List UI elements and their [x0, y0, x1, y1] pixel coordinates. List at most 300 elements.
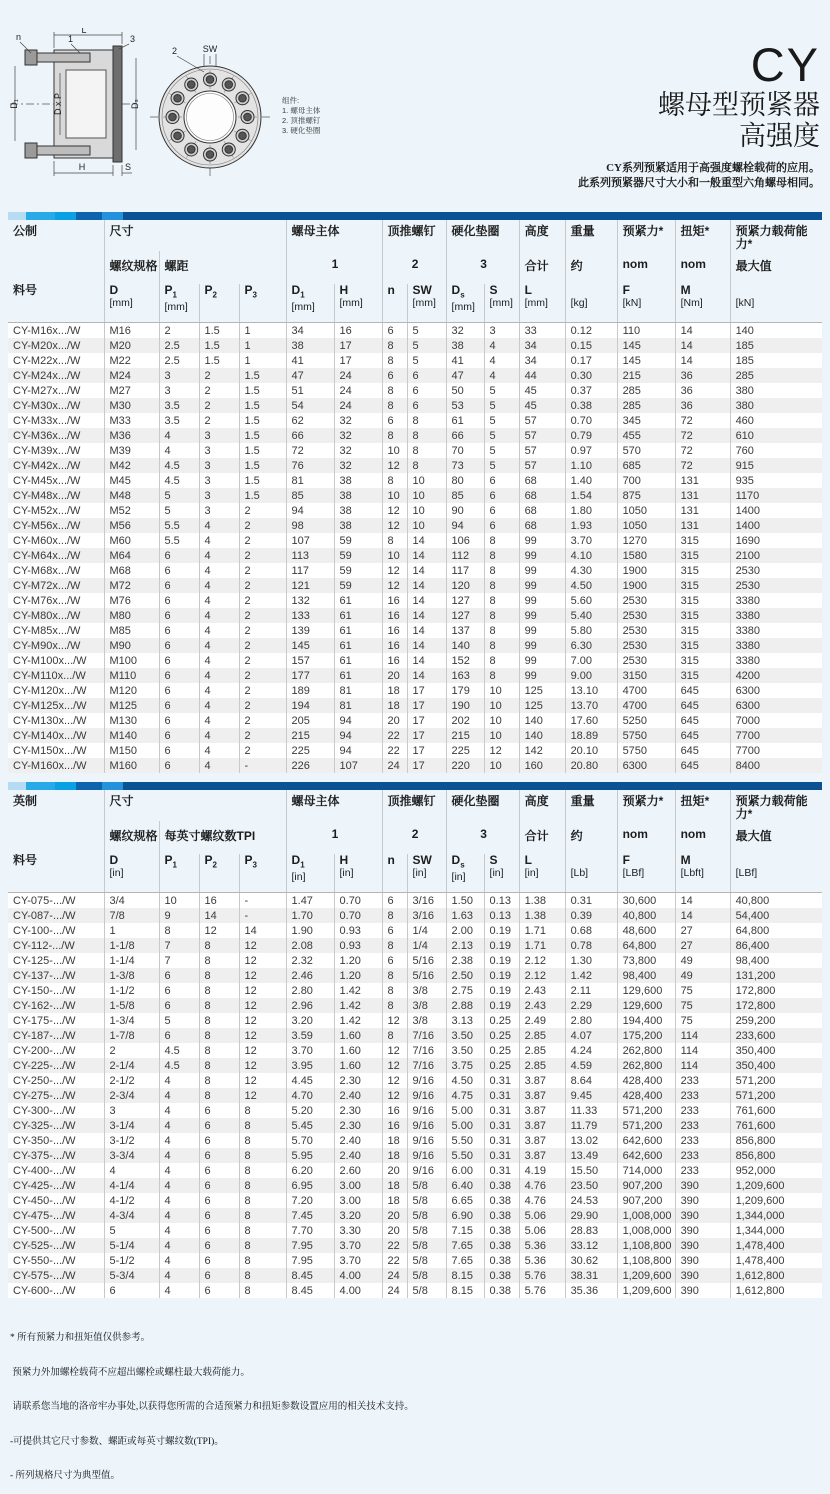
col-n: n	[382, 284, 407, 323]
value-cell: 64,800	[730, 923, 822, 938]
value-cell: 18	[382, 1148, 407, 1163]
value-cell: 40,800	[617, 908, 675, 923]
value-cell: 99	[519, 653, 565, 668]
title-block	[578, 40, 820, 191]
value-cell: 571,200	[617, 1118, 675, 1133]
value-cell: 5/8	[407, 1238, 446, 1253]
value-cell: 4	[159, 428, 199, 443]
value-cell: 6	[159, 653, 199, 668]
value-cell: 315	[675, 563, 730, 578]
value-cell: 285	[617, 398, 675, 413]
part-number-cell: CY-M22x.../W	[8, 353, 104, 368]
value-cell: 3.87	[519, 1133, 565, 1148]
value-cell: 3.50	[446, 1043, 484, 1058]
value-cell: 3/16	[407, 893, 446, 909]
part-number-cell: CY-M140x.../W	[8, 728, 104, 743]
value-cell: 14	[407, 533, 446, 548]
value-cell: 259,200	[730, 1013, 822, 1028]
value-cell: 12	[382, 1043, 407, 1058]
value-cell: 3.87	[519, 1118, 565, 1133]
value-cell: 62	[286, 413, 334, 428]
value-cell: 114	[675, 1058, 730, 1073]
value-cell: 75	[675, 1013, 730, 1028]
value-cell: 6	[407, 383, 446, 398]
value-cell: 5	[407, 338, 446, 353]
part-number-cell: CY-M160x.../W	[8, 758, 104, 773]
value-cell: 48,600	[617, 923, 675, 938]
value-cell: 17	[334, 353, 382, 368]
value-cell: 7.45	[286, 1208, 334, 1223]
part-number-cell: CY-M64x.../W	[8, 548, 104, 563]
value-cell: 4.07	[565, 1028, 617, 1043]
diagram-legend	[282, 96, 320, 136]
sub-total: 合计	[519, 251, 565, 284]
table-row	[8, 353, 822, 368]
value-cell: 5	[407, 353, 446, 368]
value-cell: 1270	[617, 533, 675, 548]
value-cell: 10	[484, 713, 519, 728]
value-cell: 1,008,000	[617, 1223, 675, 1238]
sub-part-3: 3	[446, 821, 519, 854]
value-cell: 2	[239, 683, 286, 698]
value-cell: 20	[382, 1223, 407, 1238]
value-cell: 99	[519, 548, 565, 563]
value-cell: 10	[382, 443, 407, 458]
part-number-cell: CY-425-.../W	[8, 1178, 104, 1193]
value-cell: 428,400	[617, 1073, 675, 1088]
value-cell: 0.31	[565, 893, 617, 909]
part-number-cell: CY-475-.../W	[8, 1208, 104, 1223]
value-cell: 2-3/4	[104, 1088, 159, 1103]
sub-nom-m: nom	[675, 821, 730, 854]
table-row	[8, 908, 822, 923]
value-cell: 1.60	[334, 1043, 382, 1058]
value-cell: 1.38	[519, 908, 565, 923]
col-f: F [kN]	[617, 284, 675, 323]
value-cell: 5	[484, 383, 519, 398]
value-cell: M68	[104, 563, 159, 578]
value-cell: 8	[199, 953, 239, 968]
value-cell: 33.12	[565, 1238, 617, 1253]
value-cell: 8	[382, 533, 407, 548]
value-cell: 8	[239, 1178, 286, 1193]
value-cell: 8	[239, 1133, 286, 1148]
table-row	[8, 428, 822, 443]
value-cell: 8	[382, 968, 407, 983]
value-cell: 2.88	[446, 998, 484, 1013]
value-cell: 3-1/2	[104, 1133, 159, 1148]
value-cell: 12	[239, 1043, 286, 1058]
value-cell: 129,600	[617, 983, 675, 998]
front-view-diagram	[150, 42, 270, 182]
value-cell: 2.12	[519, 953, 565, 968]
value-cell: 0.38	[484, 1238, 519, 1253]
value-cell: 107	[286, 533, 334, 548]
value-cell: 2.00	[446, 923, 484, 938]
part-number-cell: CY-M36x.../W	[8, 428, 104, 443]
value-cell: 51	[286, 383, 334, 398]
value-cell: 226	[286, 758, 334, 773]
value-cell: 8	[159, 923, 199, 938]
value-cell: 215	[286, 728, 334, 743]
value-cell: 12	[239, 938, 286, 953]
part-number-cell: CY-300-.../W	[8, 1103, 104, 1118]
value-cell: 2	[104, 1043, 159, 1058]
footnote-line: * 所有预紧力和扭矩值仅供参考。	[10, 1333, 151, 1343]
value-cell: 3.87	[519, 1148, 565, 1163]
value-cell: M56	[104, 518, 159, 533]
value-cell: 30,600	[617, 893, 675, 909]
value-cell: 9	[159, 908, 199, 923]
value-cell: 1.5	[239, 443, 286, 458]
table-row	[8, 953, 822, 968]
value-cell: 0.79	[565, 428, 617, 443]
value-cell: 18	[382, 1193, 407, 1208]
sub-thread: 螺纹规格	[104, 821, 159, 854]
sub-part-1: 1	[286, 821, 382, 854]
value-cell: 2.5	[159, 353, 199, 368]
value-cell: M27	[104, 383, 159, 398]
value-cell: 642,600	[617, 1148, 675, 1163]
value-cell: 6	[199, 1208, 239, 1223]
value-cell: 3380	[730, 623, 822, 638]
value-cell: 5-1/4	[104, 1238, 159, 1253]
value-cell: 4	[199, 563, 239, 578]
value-cell: 99	[519, 563, 565, 578]
value-cell: 4	[484, 368, 519, 383]
group-washer: 硬化垫圈	[446, 790, 519, 821]
value-cell: 5/8	[407, 1193, 446, 1208]
value-cell: 16	[382, 623, 407, 638]
value-cell: 4.45	[286, 1073, 334, 1088]
value-cell: 24	[334, 398, 382, 413]
value-cell: 68	[519, 503, 565, 518]
footnote-line: - 所列规格尺寸为典型值。	[10, 1471, 121, 1481]
value-cell: 1,478,400	[730, 1253, 822, 1268]
value-cell: 1.5	[239, 368, 286, 383]
value-cell: 761,600	[730, 1103, 822, 1118]
value-cell: 4.24	[565, 1043, 617, 1058]
legend-item: 3. 硬化垫圈	[282, 126, 321, 135]
value-cell: 5/8	[407, 1208, 446, 1223]
value-cell: 1.5	[239, 428, 286, 443]
value-cell: 3.59	[286, 1028, 334, 1043]
col-d: D [mm]	[104, 284, 159, 323]
value-cell: 0.97	[565, 443, 617, 458]
value-cell: 5/8	[407, 1283, 446, 1298]
value-cell: 8.15	[446, 1268, 484, 1283]
value-cell: 12	[239, 998, 286, 1013]
svg-text:H: H	[78, 162, 86, 172]
value-cell: 2	[239, 548, 286, 563]
value-cell: 12	[382, 1058, 407, 1073]
value-cell: 7/16	[407, 1058, 446, 1073]
table-row	[8, 923, 822, 938]
value-cell: 5.80	[565, 623, 617, 638]
value-cell: 54	[286, 398, 334, 413]
value-cell: 1.10	[565, 458, 617, 473]
value-cell: 72	[286, 443, 334, 458]
value-cell: 2530	[617, 608, 675, 623]
table-row	[8, 488, 822, 503]
value-cell: 0.30	[565, 368, 617, 383]
table-row	[8, 683, 822, 698]
value-cell: 390	[675, 1238, 730, 1253]
value-cell: M150	[104, 743, 159, 758]
value-cell: 6300	[617, 758, 675, 773]
value-cell: 285	[730, 368, 822, 383]
value-cell: 10	[484, 698, 519, 713]
value-cell: 5	[159, 1013, 199, 1028]
col-sw: SW [mm]	[407, 284, 446, 323]
col-part-number: 料号	[8, 854, 104, 893]
value-cell: 2	[199, 383, 239, 398]
value-cell: 2	[239, 728, 286, 743]
value-cell: 10	[407, 503, 446, 518]
value-cell: 6	[199, 1118, 239, 1133]
value-cell: 262,800	[617, 1043, 675, 1058]
value-cell: 1.80	[565, 503, 617, 518]
part-number-cell: CY-M52x.../W	[8, 503, 104, 518]
value-cell: 5.70	[286, 1133, 334, 1148]
value-cell: 99	[519, 578, 565, 593]
value-cell: 0.25	[484, 1013, 519, 1028]
value-cell: 2.46	[286, 968, 334, 983]
value-cell: 350,400	[730, 1058, 822, 1073]
value-cell: 8	[239, 1268, 286, 1283]
value-cell: 145	[617, 353, 675, 368]
value-cell: 4	[159, 1118, 199, 1133]
table-row	[8, 518, 822, 533]
value-cell: 6	[484, 503, 519, 518]
value-cell: 18	[382, 1133, 407, 1148]
svg-text:2: 2	[172, 46, 178, 56]
group-capacity: 预紧力载荷能力*	[730, 220, 822, 251]
value-cell: 4-1/2	[104, 1193, 159, 1208]
value-cell: 8	[199, 968, 239, 983]
value-cell: 145	[617, 338, 675, 353]
value-cell: 2.13	[446, 938, 484, 953]
table-row	[8, 503, 822, 518]
value-cell: 2	[239, 713, 286, 728]
value-cell: 2	[199, 398, 239, 413]
value-cell: 4.75	[446, 1088, 484, 1103]
part-number-cell: CY-125-.../W	[8, 953, 104, 968]
value-cell: 1.60	[334, 1058, 382, 1073]
value-cell: 61	[334, 653, 382, 668]
value-cell: 12	[382, 563, 407, 578]
value-cell: 9.00	[565, 668, 617, 683]
value-cell: 68	[519, 473, 565, 488]
value-cell: 2.11	[565, 983, 617, 998]
value-cell: 10	[407, 518, 446, 533]
table-row	[8, 938, 822, 953]
value-cell: 6	[159, 683, 199, 698]
sub-nom-f: nom	[617, 251, 675, 284]
value-cell: 1-7/8	[104, 1028, 159, 1043]
value-cell: 3.70	[334, 1253, 382, 1268]
table-row	[8, 593, 822, 608]
value-cell: 14	[675, 893, 730, 909]
value-cell: 5	[484, 413, 519, 428]
value-cell: 262,800	[617, 1058, 675, 1073]
value-cell: 10	[484, 683, 519, 698]
value-cell: 14	[407, 668, 446, 683]
value-cell: 8	[199, 1088, 239, 1103]
value-cell: 35.36	[565, 1283, 617, 1298]
value-cell: 18	[382, 698, 407, 713]
value-cell: 38	[334, 518, 382, 533]
value-cell: 1,209,600	[617, 1268, 675, 1283]
value-cell: 3-1/4	[104, 1118, 159, 1133]
value-cell: 8	[199, 998, 239, 1013]
svg-text:Dₛ: Dₛ	[130, 99, 140, 109]
value-cell: 6.00	[446, 1163, 484, 1178]
value-cell: 131	[675, 518, 730, 533]
table-row	[8, 1223, 822, 1238]
value-cell: 98	[286, 518, 334, 533]
value-cell: 1,344,000	[730, 1223, 822, 1238]
value-cell: 32	[446, 323, 484, 339]
value-cell: 8	[382, 938, 407, 953]
value-cell: 194	[286, 698, 334, 713]
value-cell: 1,344,000	[730, 1208, 822, 1223]
value-cell: 73,800	[617, 953, 675, 968]
value-cell: 5.45	[286, 1118, 334, 1133]
value-cell: 6300	[730, 698, 822, 713]
value-cell: 380	[730, 383, 822, 398]
value-cell: 9/16	[407, 1163, 446, 1178]
value-cell: 34	[519, 338, 565, 353]
value-cell: 7700	[730, 743, 822, 758]
value-cell: 127	[446, 608, 484, 623]
value-cell: 570	[617, 443, 675, 458]
value-cell: 2	[239, 623, 286, 638]
value-cell: 2	[239, 533, 286, 548]
col-h: H [mm]	[334, 284, 382, 323]
col-weight: [kg]	[565, 284, 617, 323]
col-l: L [mm]	[519, 284, 565, 323]
value-cell: 3380	[730, 593, 822, 608]
value-cell: 3	[104, 1103, 159, 1118]
value-cell: 4	[159, 443, 199, 458]
part-number-cell: CY-M45x.../W	[8, 473, 104, 488]
value-cell: 1,612,800	[730, 1268, 822, 1283]
footnote-line: -可提供其它尺寸参数、螺距或每英寸螺纹数(TPI)。	[10, 1436, 224, 1447]
svg-text:1: 1	[68, 34, 74, 44]
col-l: L [in]	[519, 854, 565, 893]
value-cell: 685	[617, 458, 675, 473]
value-cell: 315	[675, 668, 730, 683]
value-cell: 4	[199, 593, 239, 608]
svg-text:n: n	[16, 32, 22, 42]
value-cell: 1.20	[334, 953, 382, 968]
value-cell: 59	[334, 548, 382, 563]
section-view-diagram	[8, 28, 150, 183]
value-cell: 1	[239, 353, 286, 368]
value-cell: 315	[675, 578, 730, 593]
value-cell: 47	[446, 368, 484, 383]
value-cell: 4	[159, 1268, 199, 1283]
svg-text:3: 3	[130, 34, 136, 44]
value-cell: 3.87	[519, 1103, 565, 1118]
value-cell: 1.5	[239, 383, 286, 398]
value-cell: 1.42	[565, 968, 617, 983]
value-cell: 390	[675, 1223, 730, 1238]
value-cell: 345	[617, 413, 675, 428]
value-cell: 3	[484, 323, 519, 339]
footnote-line: 请联系您当地的洛帝牢办事处,以获得您所需的合适预紧力和扭矩参数设置应用的相关技术支持。	[10, 1402, 414, 1412]
value-cell: 131	[675, 473, 730, 488]
value-cell: 110	[617, 323, 675, 339]
value-cell: 4	[199, 608, 239, 623]
value-cell: 3	[199, 458, 239, 473]
value-cell: M72	[104, 578, 159, 593]
value-cell: 36	[675, 383, 730, 398]
product-name: 螺母型预紧器	[658, 90, 820, 120]
legend-item: 2. 顶推螺钉	[282, 116, 321, 125]
value-cell: M110	[104, 668, 159, 683]
value-cell: 4.00	[334, 1268, 382, 1283]
value-cell: 1	[239, 323, 286, 339]
value-cell: 163	[446, 668, 484, 683]
value-cell: 20.10	[565, 743, 617, 758]
value-cell: M100	[104, 653, 159, 668]
value-cell: 7.95	[286, 1238, 334, 1253]
value-cell: 12	[382, 503, 407, 518]
value-cell: 1.70	[286, 908, 334, 923]
value-cell: 12	[239, 1028, 286, 1043]
value-cell: 34	[286, 323, 334, 339]
value-cell: 4	[199, 638, 239, 653]
value-cell: 4.5	[159, 1043, 199, 1058]
value-cell: M140	[104, 728, 159, 743]
value-cell: 6.30	[565, 638, 617, 653]
value-cell: 139	[286, 623, 334, 638]
value-cell: 5750	[617, 743, 675, 758]
value-cell: 61	[334, 623, 382, 638]
value-cell: 140	[730, 323, 822, 339]
table-row	[8, 1103, 822, 1118]
part-number-cell: CY-M20x.../W	[8, 338, 104, 353]
value-cell: 5250	[617, 713, 675, 728]
value-cell: 99	[519, 668, 565, 683]
value-cell: 315	[675, 533, 730, 548]
value-cell: 99	[519, 533, 565, 548]
footnote-line: 预紧力外加螺栓载荷不应超出螺栓或螺柱最大载荷能力。	[10, 1367, 250, 1378]
value-cell: 18	[382, 1178, 407, 1193]
part-number-cell: CY-575-.../W	[8, 1268, 104, 1283]
value-cell: 1.63	[446, 908, 484, 923]
value-cell: 4.10	[565, 548, 617, 563]
value-cell: 12	[382, 1073, 407, 1088]
value-cell: 225	[286, 743, 334, 758]
table-row	[8, 968, 822, 983]
value-cell: 390	[675, 1283, 730, 1298]
value-cell: 8	[239, 1118, 286, 1133]
part-number-cell: CY-M110x.../W	[8, 668, 104, 683]
part-number-cell: CY-250-.../W	[8, 1073, 104, 1088]
value-cell: 0.25	[484, 1058, 519, 1073]
value-cell: 233	[675, 1073, 730, 1088]
value-cell: 1,209,600	[730, 1193, 822, 1208]
value-cell: 5/8	[407, 1253, 446, 1268]
value-cell: 4	[199, 653, 239, 668]
value-cell: 160	[519, 758, 565, 773]
value-cell: 179	[446, 683, 484, 698]
col-d1: $D_1$ [mm]	[286, 284, 334, 323]
value-cell: 12	[239, 1013, 286, 1028]
